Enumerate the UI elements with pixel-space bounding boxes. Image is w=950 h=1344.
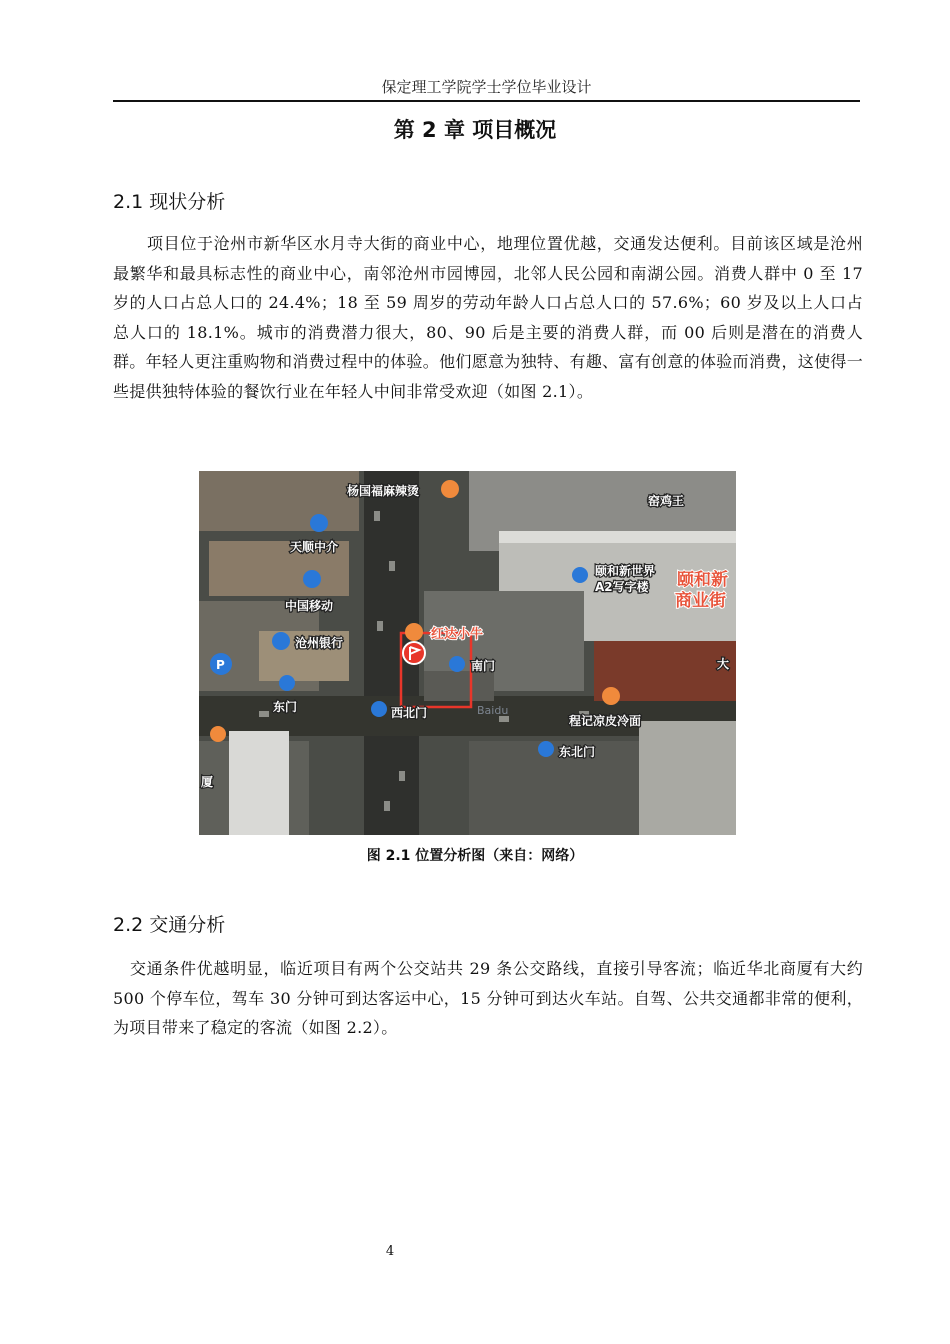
svg-text:天顺中介: 天顺中介	[290, 540, 339, 554]
gate-icon	[371, 701, 387, 717]
svg-text:P: P	[216, 658, 225, 672]
mobile-icon	[303, 570, 321, 588]
satellite-map	[199, 471, 736, 835]
svg-text:程记凉皮冷面: 程记凉皮冷面	[569, 714, 642, 728]
section-heading-2-2: 2.2 交通分析	[113, 914, 226, 936]
svg-text:沧州银行: 沧州银行	[295, 636, 344, 650]
header-rule	[113, 100, 860, 102]
gate-icon	[279, 675, 295, 691]
figure-caption: 图 2.1 位置分析图（来自：网络）	[366, 848, 584, 864]
project-marker	[403, 642, 425, 664]
svg-text:南门: 南门	[471, 659, 496, 673]
office-icon	[310, 514, 328, 532]
svg-text:颐和新世界: 颐和新世界	[595, 564, 656, 578]
bank-icon	[272, 632, 290, 650]
page-header: 保定理工学院学士学位毕业设计	[381, 78, 592, 96]
location-map-figure	[199, 471, 736, 835]
section-heading-2-1: 2.1 现状分析	[113, 191, 226, 213]
poi-parking	[210, 653, 232, 675]
building-icon	[572, 567, 588, 583]
page-number: 4	[385, 1244, 395, 1259]
svg-text:杨国福麻辣烫: 杨国福麻辣烫	[347, 484, 420, 498]
food-icon	[602, 687, 620, 705]
section-paragraph-2-2: 交通条件优越明显，临近项目有两个公交站共 29 条公交路线，直接引导客流；临近华北商厦有大约 500 个停车位，驾车 30 分钟可到达客运中心，15 分钟可到达火车站。自驾、公共交通都非常的便利，为项目带来了稳定的客流（如图 2.2）。	[113, 959, 863, 1037]
chapter-title: 第 2 章 项目概况	[393, 118, 557, 142]
section-paragraph-2-1: 项目位于沧州市新华区水月寺大街的商业中心，地理位置优越，交通发达便利。目前该区域是沧州最繁华和最具标志性的商业中心，南邻沧州市园博园，北邻人民公园和南湖公园。消费人群中 0 至 17 岁的人口占总人口的 24.4%；18 至 59 周岁的劳动年龄人口占总人口的 57.6%；60 岁及以上人口占总人口的 18.1%。城市的消费潜力很大，80、90 后是主要的消费人群，而 00 后则是潜在的消费人群。年轻人更注重购物和消费过程中的体验。他们愿意为独特、有趣、富有创意的体验而消费，这使得一些提供独特体验的餐饮行业在年轻人中间非常受欢迎（如图 2.1）。	[113, 234, 863, 401]
gate-icon	[449, 656, 465, 672]
label-da: 大	[717, 657, 730, 671]
label-xia: 厦	[201, 775, 214, 789]
food-icon	[210, 726, 226, 742]
food-icon	[441, 480, 459, 498]
svg-text:西北门: 西北门	[391, 706, 428, 720]
svg-text:中国移动: 中国移动	[285, 599, 334, 613]
svg-text:东门: 东门	[273, 700, 298, 714]
baidu-watermark: Baidu	[477, 704, 509, 717]
label-yihexin: 颐和新	[677, 570, 728, 590]
food-icon	[405, 623, 423, 641]
svg-text:红达小牛: 红达小牛	[431, 627, 484, 642]
gate-icon	[538, 741, 554, 757]
svg-text:A2写字楼: A2写字楼	[595, 580, 649, 594]
label-shangyejie: 商业街	[675, 591, 726, 611]
poi-yaojiwang: 窑鸡王	[648, 494, 685, 508]
poi-nanmen	[449, 656, 495, 673]
svg-text:东北门: 东北门	[559, 745, 596, 759]
